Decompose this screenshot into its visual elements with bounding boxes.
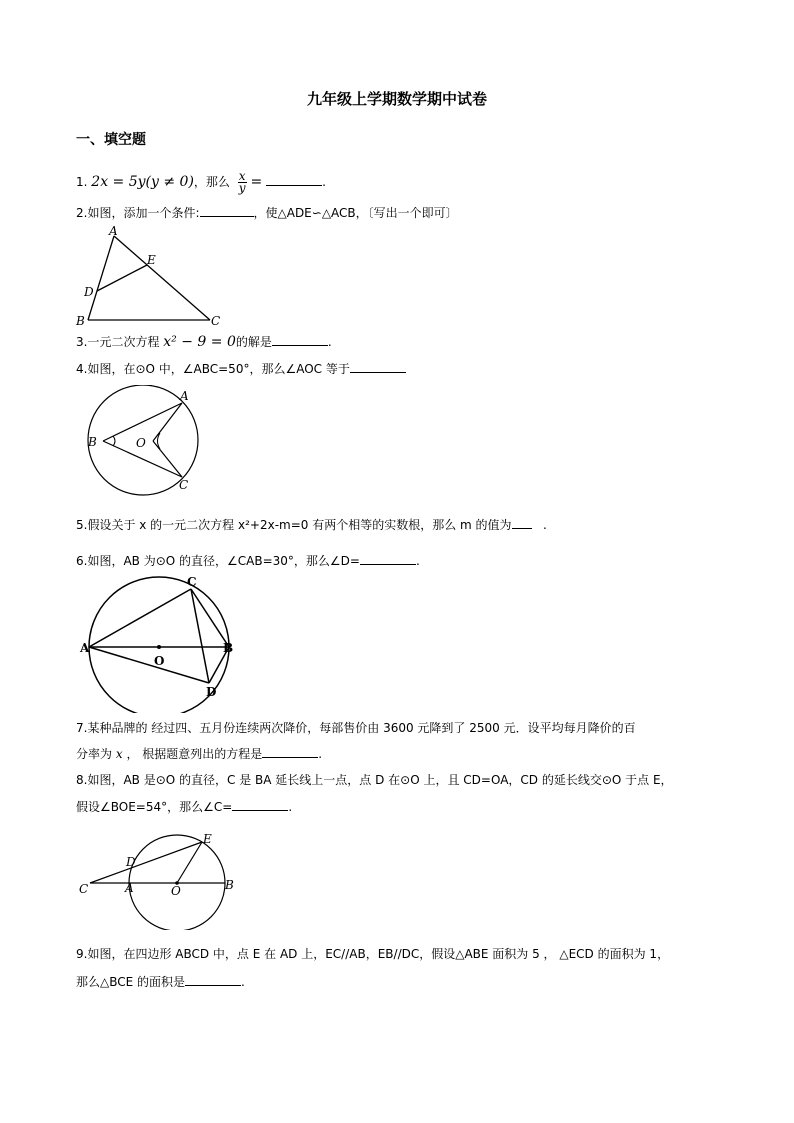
- fig8-label-d: D: [126, 855, 136, 869]
- q1-frac-den: y: [238, 181, 246, 195]
- q6-text: 6.如图，AB 为⊙O 的直径，∠CAB=30°，那么∠D=: [76, 554, 360, 568]
- q1-number: 1.: [76, 175, 88, 189]
- figure-q2-triangle: [70, 222, 230, 332]
- q1-condition: (y ≠ 0): [145, 174, 194, 190]
- question-8-line-1: 8.如图，AB 是⊙O 的直径，C 是 BA 延长线上一点，点 D 在⊙O 上，且 CD=OA，CD 的延长线交⊙O 于点 E，: [76, 773, 673, 787]
- q2-text: 2.如图，添加一个条件:: [76, 206, 200, 220]
- question-4: [76, 360, 406, 377]
- fig8-label-a: A: [125, 881, 134, 895]
- page-title: 九年级上学期数学期中试卷: [306, 90, 487, 108]
- q2-answer-blank[interactable]: [200, 204, 254, 217]
- q1-end: .: [322, 175, 326, 189]
- q5-end: .: [543, 518, 547, 532]
- figure-q4-circle: [80, 385, 210, 497]
- q5-text: 5.假设关于 x 的一元二次方程 x²+2x-m=0 有两个相等的实数根，那么 m 的值为: [76, 518, 512, 532]
- q8-answer-blank[interactable]: [232, 798, 288, 811]
- fig6-label-o: O: [154, 654, 165, 668]
- question-8-line-2: [76, 798, 292, 815]
- q3-text-after: 的解是: [235, 335, 272, 349]
- fig4-label-a: A: [180, 389, 189, 403]
- q9-answer-blank[interactable]: [185, 973, 241, 986]
- question-5: [76, 516, 547, 533]
- fig2-label-d: D: [84, 285, 94, 299]
- fig6-label-b: B: [223, 641, 234, 655]
- question-7-line-2: [76, 745, 322, 762]
- q6-answer-blank[interactable]: [360, 552, 416, 565]
- q7-end: .: [318, 747, 323, 761]
- figure-q8-circle: [76, 828, 240, 930]
- q7-text: 分率为: [76, 747, 113, 761]
- fig4-label-b: B: [88, 435, 97, 449]
- q8-end: .: [288, 800, 293, 814]
- q7-text-after: ， 根据题意列出的方程是: [126, 747, 263, 761]
- q3-end: .: [327, 335, 332, 349]
- q1-equals: =: [250, 174, 263, 190]
- question-1: [76, 171, 326, 194]
- fig6-label-d: D: [206, 685, 217, 699]
- fig8-label-c: C: [79, 882, 89, 896]
- fig2-label-b: B: [76, 314, 85, 328]
- q3-text: 3.一元二次方程: [76, 335, 160, 349]
- fig2-label-c: C: [211, 314, 221, 328]
- figure-q6-circle: [78, 573, 240, 713]
- question-9-line-2: [76, 973, 245, 990]
- question-9-line-1: 9.如图，在四边形 ABCD 中，点 E 在 AD 上，EC//AB，EB//DC，假设△ABE 面积为 5 ， △ECD 的面积为 1，: [76, 947, 670, 961]
- question-2: [76, 204, 458, 221]
- fig2-label-a: A: [109, 224, 118, 238]
- fig4-label-c: C: [179, 478, 189, 492]
- q1-equation: 2x = 5y: [91, 174, 146, 190]
- fig6-label-a: A: [80, 641, 90, 655]
- section-heading: 一、填空题: [76, 132, 146, 148]
- q1-text: ，那么: [193, 175, 230, 189]
- q7-answer-blank[interactable]: [262, 745, 318, 758]
- q3-equation: x² − 9 = 0: [163, 334, 236, 350]
- q3-answer-blank[interactable]: [272, 333, 328, 346]
- q1-frac-num: x: [238, 169, 246, 183]
- q7-variable: x: [115, 747, 123, 761]
- question-7-line-1: 7.某种品牌的 经过四、五月份连续两次降价，每部售价由 3600 元降到了 2500 元．设平均每月降价的百: [76, 721, 636, 735]
- q6-end: .: [415, 554, 420, 568]
- fig8-label-b: B: [225, 878, 234, 892]
- q4-text: 4.如图，在⊙O 中，∠ABC=50°，那么∠AOC 等于: [76, 362, 350, 376]
- fig6-label-c: C: [187, 575, 197, 589]
- q4-answer-blank[interactable]: [350, 360, 406, 373]
- fig8-label-o: O: [171, 884, 181, 898]
- q8-text: 假设∠BOE=54°，那么∠C=: [76, 800, 233, 814]
- fig4-label-o: O: [136, 436, 146, 450]
- q5-answer-blank[interactable]: [512, 516, 532, 529]
- fig2-label-e: E: [147, 253, 156, 267]
- q1-fraction: [238, 171, 247, 194]
- q1-answer-blank[interactable]: [266, 173, 322, 186]
- fig8-label-e: E: [203, 832, 212, 846]
- q9-end: .: [241, 975, 245, 989]
- question-6: [76, 552, 420, 569]
- q9-text: 那么△BCE 的面积是: [76, 975, 186, 989]
- q2-text-after: ，使△ADE∽△ACB，〔写出一个即可〕: [253, 206, 458, 220]
- question-3: [76, 333, 332, 350]
